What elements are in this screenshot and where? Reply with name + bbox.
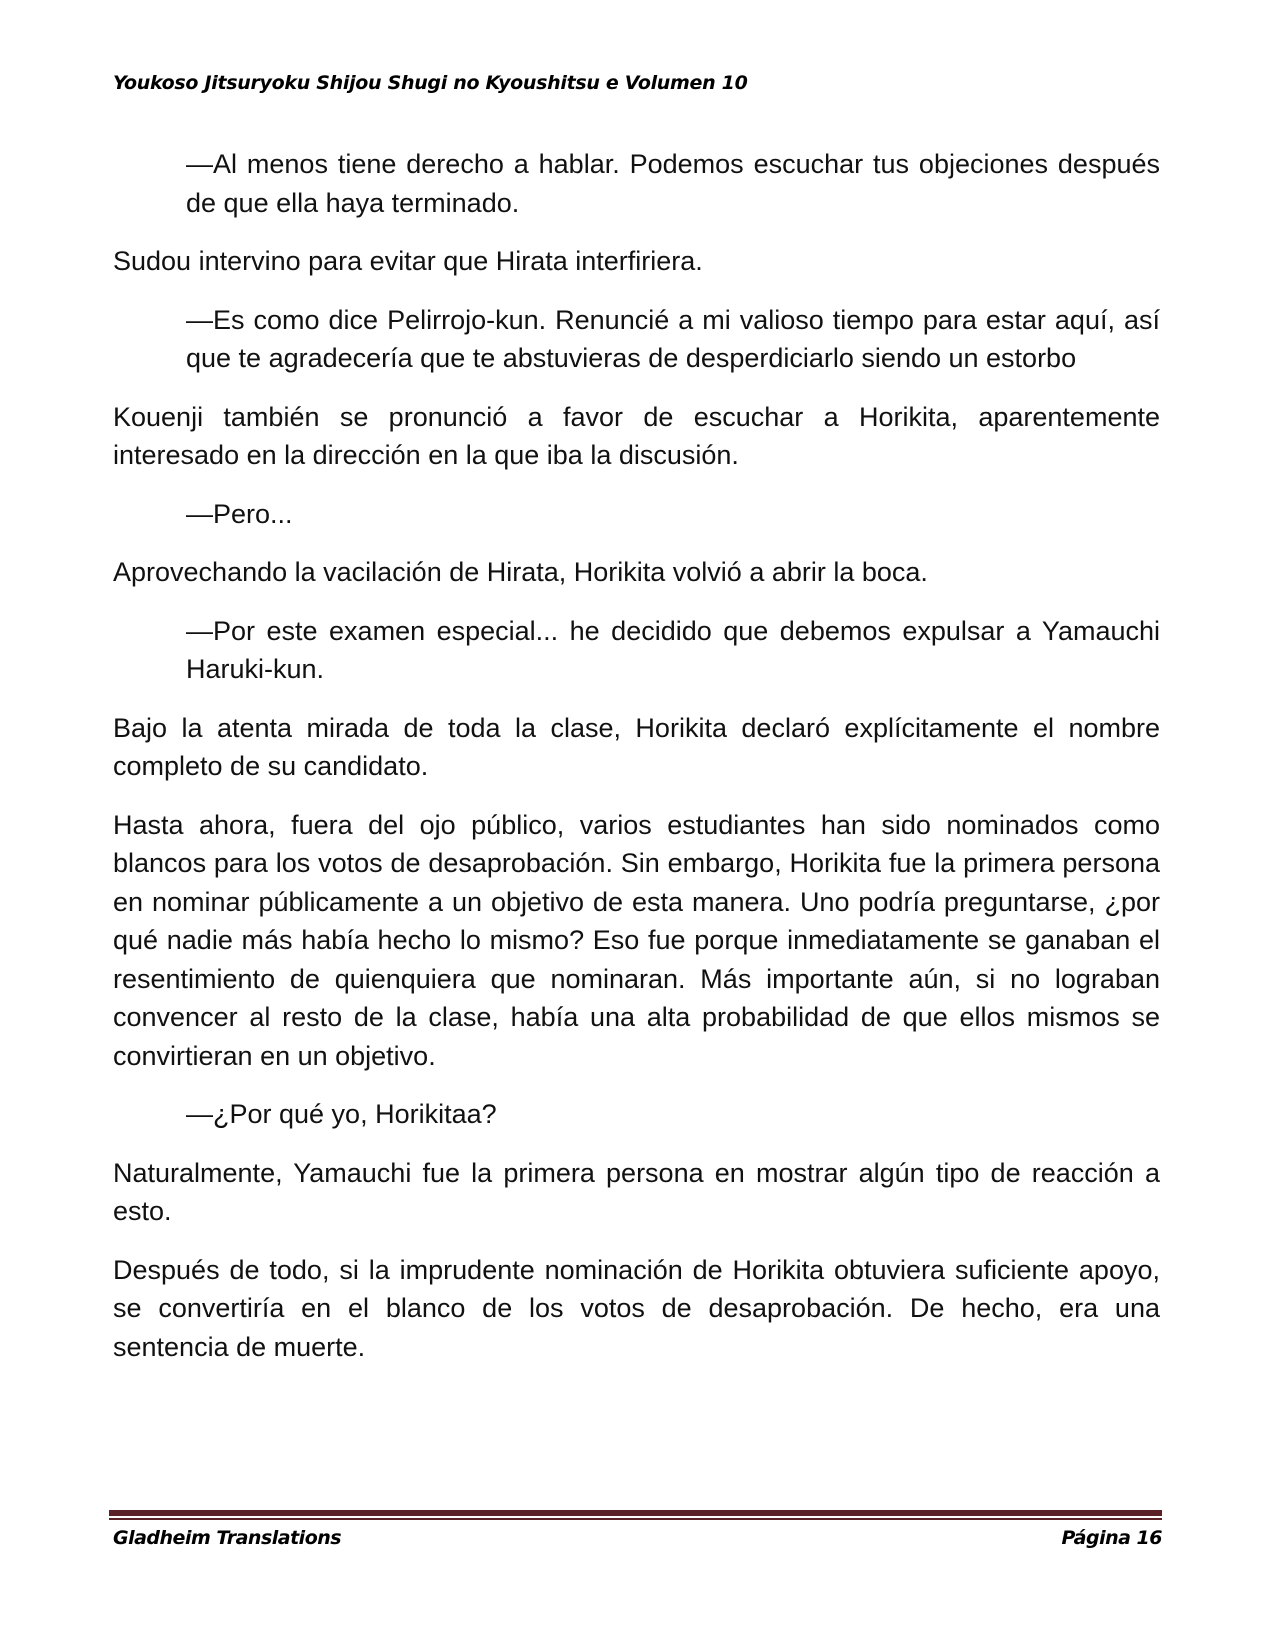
page-number: Página 16 [1061, 1527, 1162, 1549]
narration-paragraph: Hasta ahora, fuera del ojo público, varios estudiantes han sido nominados como blancos para los votos de desaprobación. Sin embargo, Horikita fue la primera persona en nominar públicamente a un objetivo de esta manera. Uno podría preguntarse, ¿por qué nadie más había hecho lo mismo? Eso fue porque inmediatamente se ganaban el resentimiento de quienquiera que nominaran. Más importante aún, si no lograban convencer al resto de la clase, había una alta probabilidad de que ellos mismos se convirtieran en un objetivo. [113, 809, 1160, 1071]
narration-paragraph: Sudou intervino para evitar que Hirata interfiriera. [113, 246, 703, 276]
page-body [113, 145, 1160, 1386]
dialog-paragraph: —Es como dice Pelirrojo-kun. Renuncié a mi valioso tiempo para estar aquí, así que te agradecería que te abstuvieras de desperdiciarlo siendo un estorbo [186, 304, 1160, 373]
dialog-paragraph: —Por este examen especial... he decidido que debemos expulsar a Yamauchi Haruki-kun. [186, 615, 1160, 684]
dialog-paragraph: —Pero... [186, 498, 293, 529]
narration-paragraph: Naturalmente, Yamauchi fue la primera persona en mostrar algún tipo de reacción a esto. [113, 1157, 1160, 1226]
dialog-paragraph: —Al menos tiene derecho a hablar. Podemos escuchar tus objeciones después de que ella haya terminado. [186, 149, 1160, 218]
running-header: Youkoso Jitsuryoku Shijou Shugi no Kyoushitsu e Volumen 10 [113, 72, 748, 94]
footer-divider-thin [109, 1518, 1162, 1520]
narration-paragraph: Aprovechando la vacilación de Hirata, Horikita volvió a abrir la boca. [113, 557, 928, 587]
narration-paragraph: Después de todo, si la imprudente nominación de Horikita obtuviera suficiente apoyo, se convertiría en el blanco de los votos de desaprobación. De hecho, era una sentencia de muerte. [113, 1254, 1160, 1362]
narration-paragraph: Bajo la atenta mirada de toda la clase, Horikita declaró explícitamente el nombre completo de su candidato. [113, 712, 1160, 781]
narration-paragraph: Kouenji también se pronunció a favor de escuchar a Horikita, aparentemente interesado en la dirección en la que iba la discusión. [113, 401, 1160, 470]
footer-credit: Gladheim Translations [113, 1527, 342, 1549]
footer-divider [109, 1510, 1162, 1520]
dialog-paragraph: —¿Por qué yo, Horikitaa? [186, 1099, 497, 1129]
